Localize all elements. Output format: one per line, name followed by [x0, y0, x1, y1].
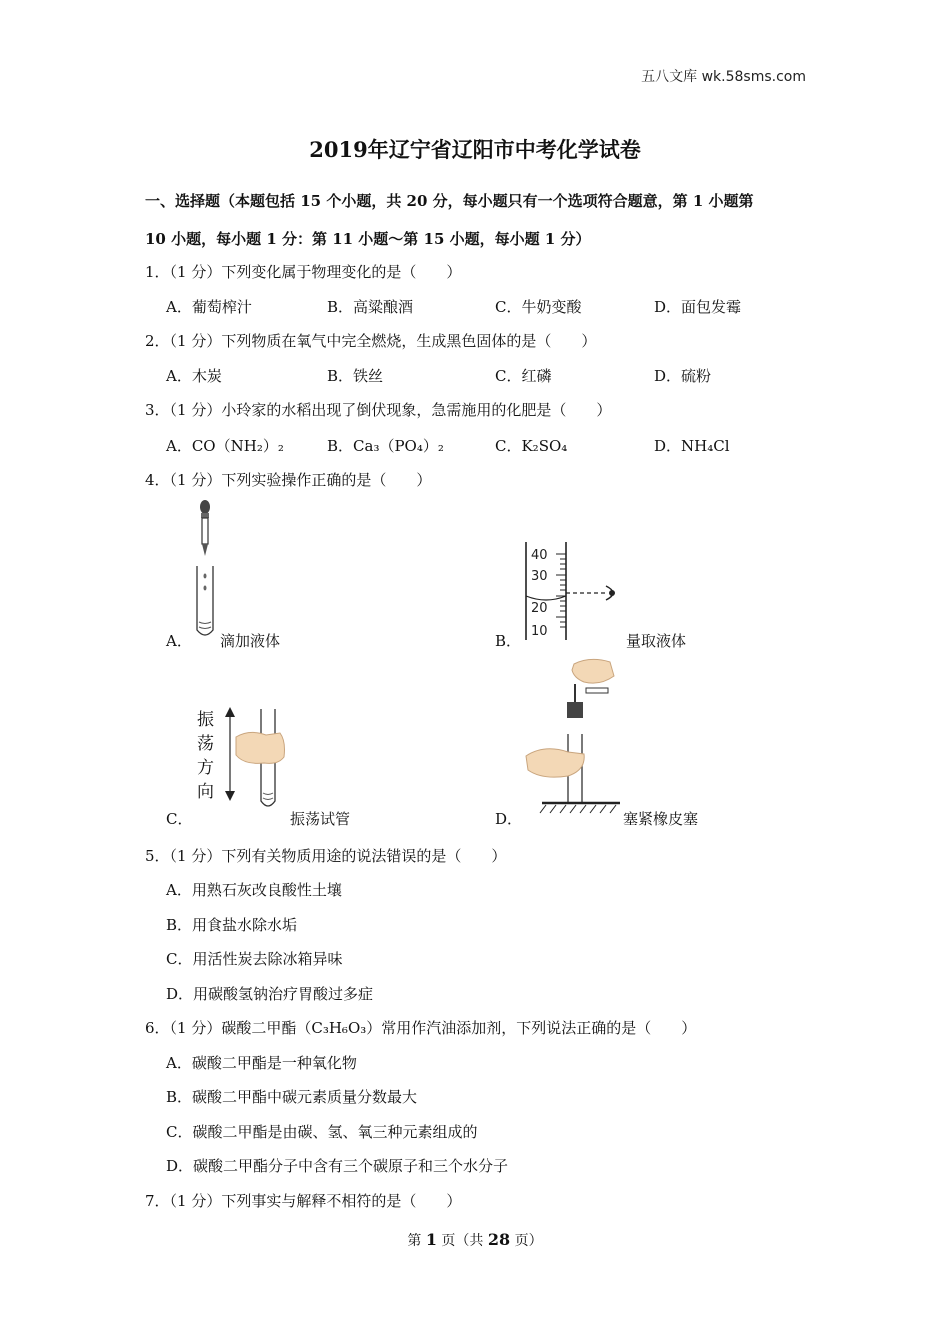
question-1-stem: 1．（1 分）下列变化属于物理变化的是（ ） [145, 263, 462, 281]
figure-a-letter: A． [166, 632, 192, 650]
question-3-option-c: C．K₂SO₄ [495, 437, 568, 455]
question-3-stem: 3．（1 分）小玲家的水稻出现了倒伏现象，急需施用的化肥是（ ） [145, 401, 612, 419]
question-2-option-a: A．木炭 [166, 367, 222, 385]
question-2-stem: 2．（1 分）下列物质在氧气中完全燃烧，生成黑色固体的是（ ） [145, 332, 597, 350]
cylinder-tick-10: 10 [531, 624, 548, 639]
question-5-option-b: B．用食盐水除水垢 [166, 916, 298, 934]
section-heading-line1: 一、选择题（本题包括 15 个小题，共 20 分，每小题只有一个选项符合题意，第 1 小题第 [145, 192, 754, 210]
question-3-option-b: B．Ca₃（PO₄）₂ [327, 437, 444, 455]
figure-b-label: 量取液体 [626, 632, 687, 650]
question-2-option-d: D．硫粉 [654, 367, 712, 385]
section-heading-line2: 10 小题，每小题 1 分：第 11 小题～第 15 小题，每小题 1 分） [145, 230, 591, 248]
question-4-stem: 4．（1 分）下列实验操作正确的是（ ） [145, 471, 432, 489]
figure-d-label: 塞紧橡皮塞 [623, 810, 699, 828]
question-6-stem: 6．（1 分）碳酸二甲酯（C₃H₆O₃）常用作汽油添加剂，下列说法正确的是（ ） [145, 1019, 697, 1037]
question-6-option-d: D．碳酸二甲酯分子中含有三个碳原子和三个水分子 [166, 1157, 509, 1175]
cylinder-tick-20: 20 [531, 601, 548, 616]
upper-hand-icon [572, 659, 614, 683]
question-1-option-a: A．葡萄榨汁 [166, 298, 252, 316]
shaking-test-tube-illustration [222, 705, 290, 815]
figure-c-label: 振荡试管 [290, 810, 351, 828]
page-number: 1 [425, 1230, 437, 1249]
question-1-option-c: C．牛奶变酸 [495, 298, 582, 316]
page-title: 2019年辽宁省辽阳市中考化学试卷 [309, 137, 641, 162]
hand-icon [236, 732, 285, 763]
cylinder-tick-30: 30 [531, 569, 548, 584]
header-brand: 五八文库 wk.58sms.com [641, 69, 806, 85]
question-6-option-c: C．碳酸二甲酯是由碳、氢、氧三种元素组成的 [166, 1123, 478, 1141]
question-5-option-c: C．用活性炭去除冰箱异味 [166, 950, 343, 968]
lower-hand-icon [526, 749, 584, 777]
question-1-option-d: D．面包发霉 [654, 298, 742, 316]
figure-d-letter: D． [495, 810, 523, 828]
figure-c-letter: C． [166, 810, 193, 828]
question-5-option-d: D．用碳酸氢钠治疗胃酸过多症 [166, 985, 374, 1003]
graduated-cylinder-illustration [522, 540, 627, 642]
question-1-option-b: B．高粱酿酒 [327, 298, 414, 316]
question-5-stem: 5．（1 分）下列有关物质用途的说法错误的是（ ） [145, 847, 507, 865]
question-3-option-d: D．NH₄Cl [654, 437, 730, 455]
figure-a-label: 滴加液体 [220, 632, 281, 650]
figure-b-letter: B． [495, 632, 522, 650]
question-2-option-c: C．红磷 [495, 367, 552, 385]
question-2-option-b: B．铁丝 [327, 367, 384, 385]
page-total: 28 [487, 1230, 511, 1249]
question-5-option-a: A．用熟石灰改良酸性土壤 [166, 881, 342, 899]
question-6-option-b: B．碳酸二甲酯中碳元素质量分数最大 [166, 1088, 418, 1106]
page-footer: 第 1 页（共 28 页） [407, 1230, 543, 1249]
rubber-stopper-illustration [524, 656, 624, 818]
cylinder-tick-40: 40 [531, 548, 548, 563]
question-7-stem: 7．（1 分）下列事实与解释不相符的是（ ） [145, 1192, 462, 1210]
dropper-test-tube-illustration [190, 498, 220, 643]
question-3-option-a: A．CO（NH₂）₂ [166, 437, 284, 455]
question-6-option-a: A．碳酸二甲酯是一种氧化物 [166, 1054, 357, 1072]
shake-direction-text: 振 荡 方 向 [197, 710, 214, 802]
rubber-stopper-icon [567, 702, 583, 718]
